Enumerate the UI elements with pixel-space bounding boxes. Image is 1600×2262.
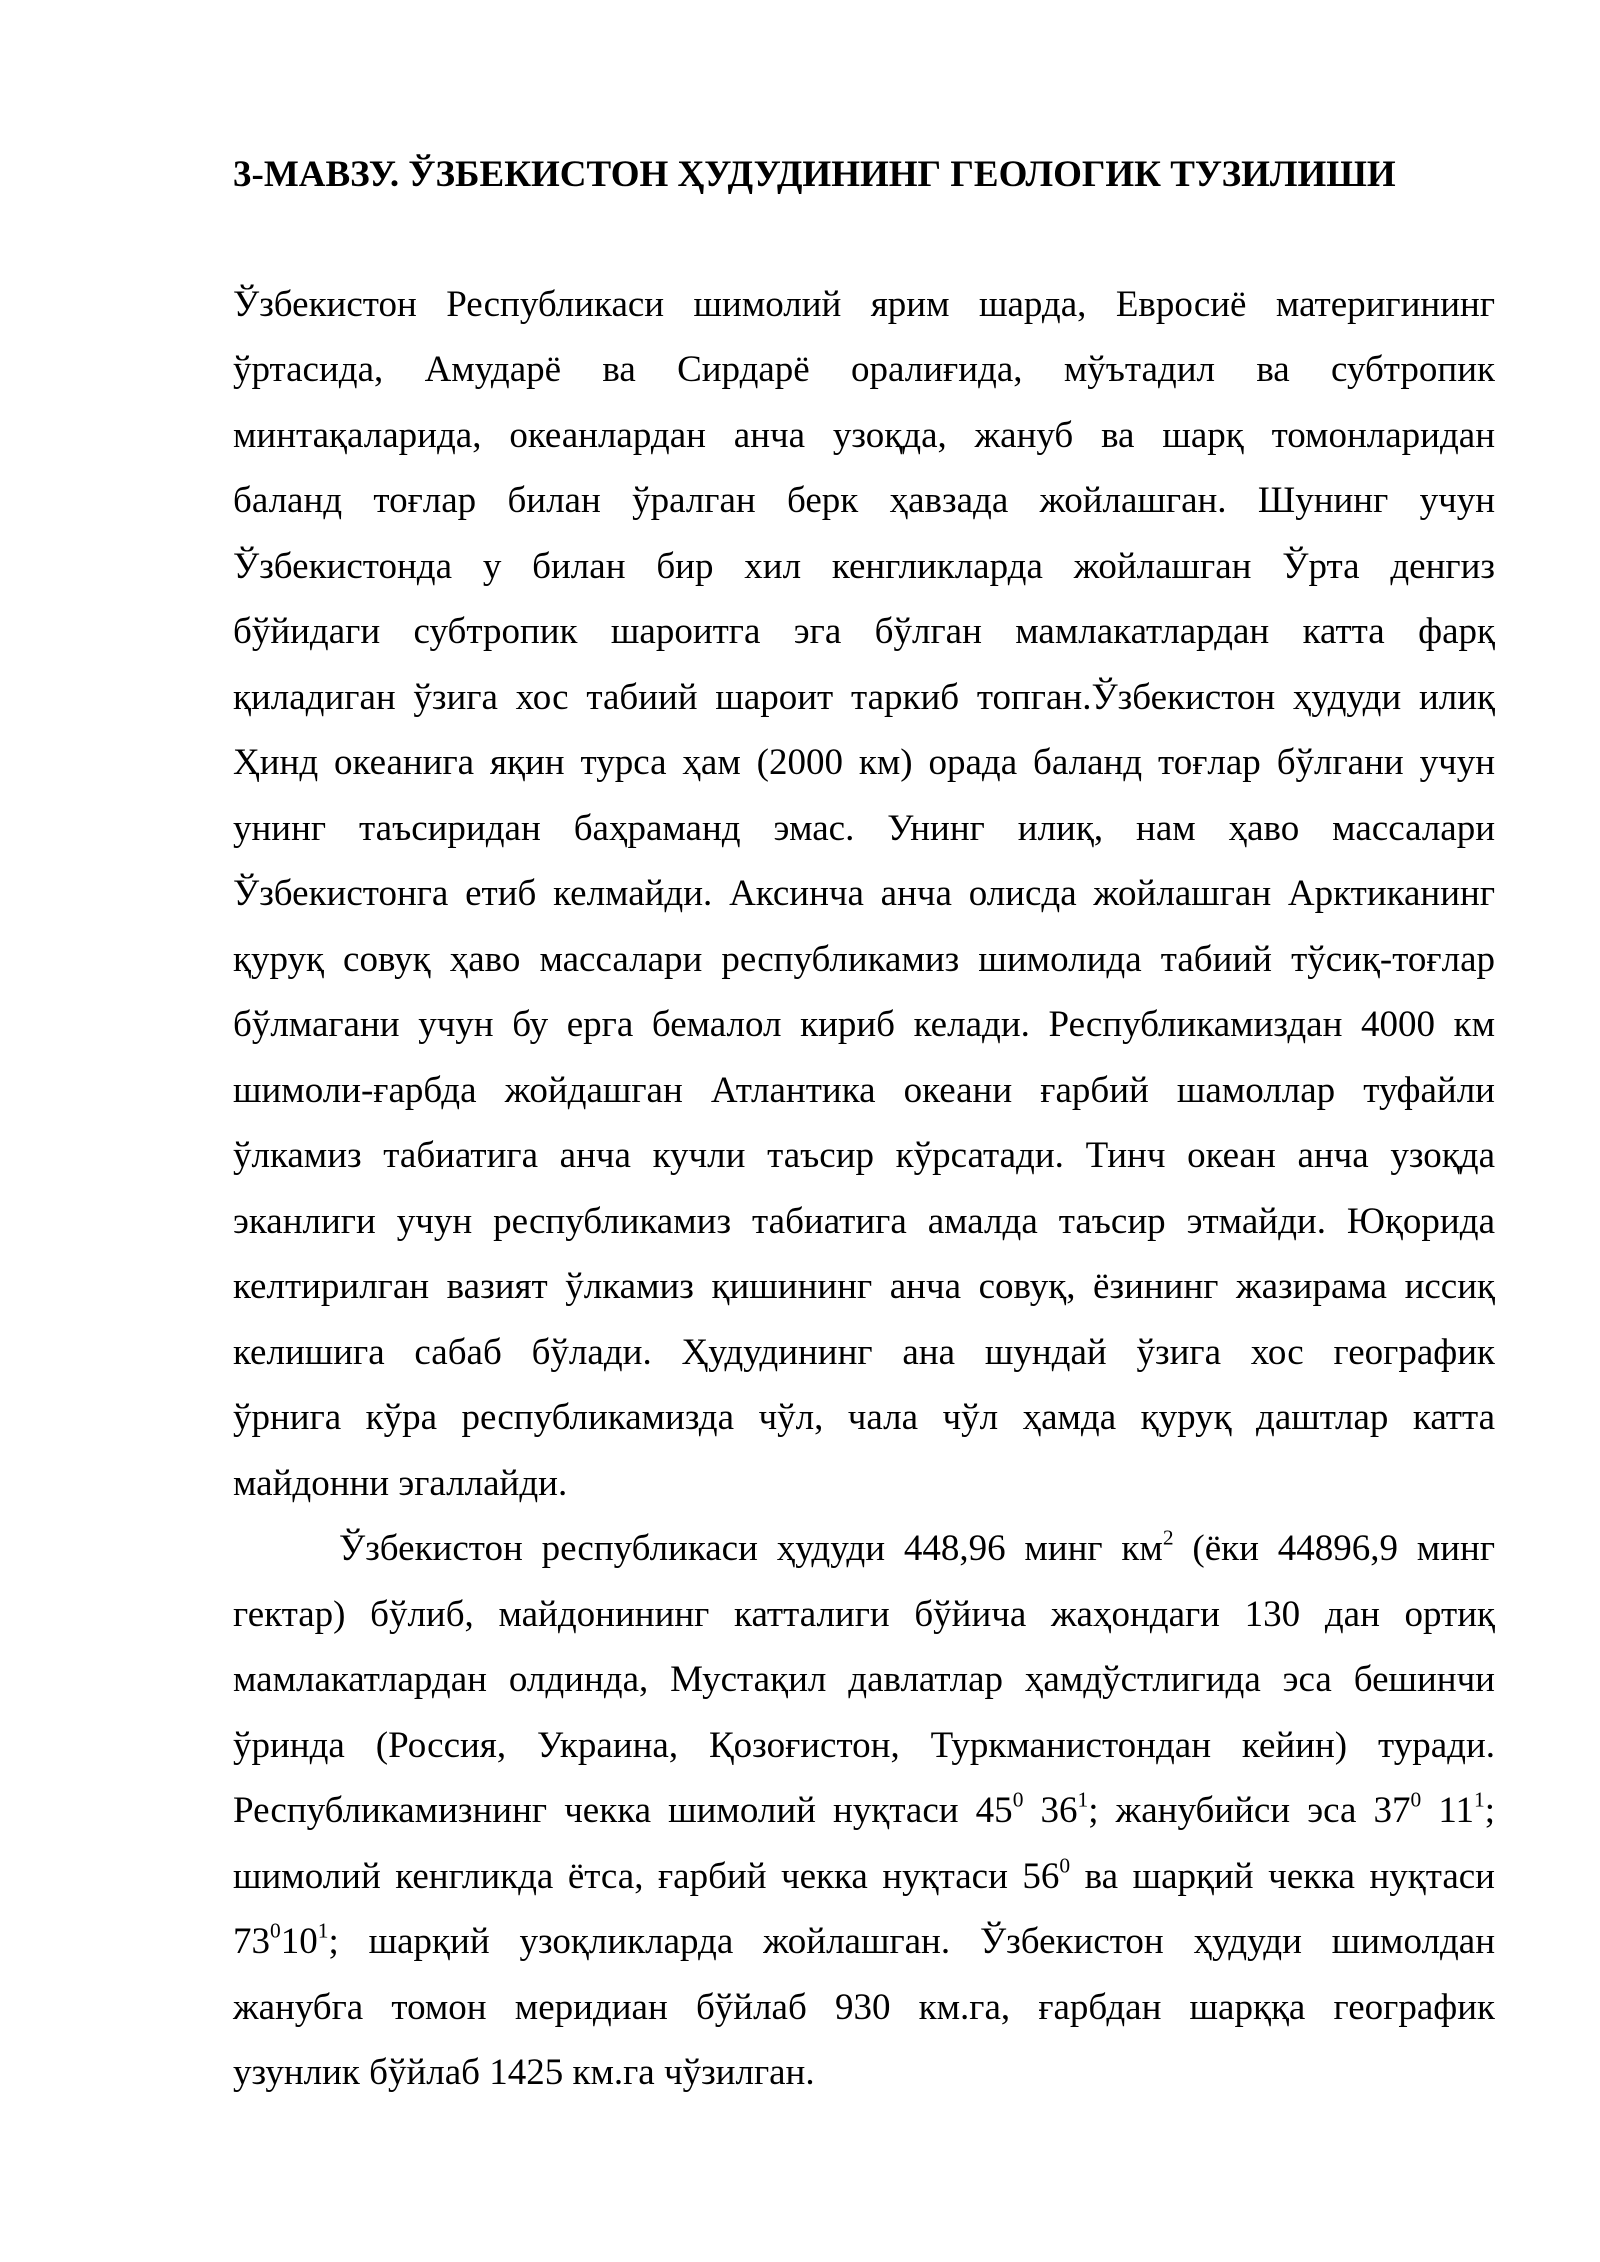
text-line: бўйидаги субтропик шароитга эга бўлган мамлакатлардан катта фарқ [233,611,1495,652]
text-line: Ўзбекистонда у билан бир хил кенгликларда жойлашган Ўрта денгиз [233,545,1495,587]
text-line: Ўзбекистон Республикаси шимолий ярим шарда, Евросиё материгининг [233,283,1495,325]
superscript: 1 [1473,1787,1485,1812]
text-line: Ўзбекистонга етиб келмайди. Аксинча анча олисда жойлашган Арктиканинг [233,873,1495,914]
superscript: 0 [1059,1853,1071,1878]
text-segment: ; шарқий узоқликларда жойлашган. Ўзбекистон ҳудуди шимолдан [328,1921,1495,1962]
text-line: ўрнига кўра республикамизда чўл, чала чўл ҳамда қуруқ даштлар катта [233,1397,1495,1438]
text-segment: ; [1484,1790,1495,1831]
text-line: ўринда (Россия, Украина, Қозоғистон, Туркманистондан кейин) туради. [233,1724,1495,1766]
text-line: бўлмагани учун бу ерга бемалол кириб келади. Республикамиздан 4000 км [233,1004,1495,1045]
text-line [233,1778,1495,1844]
text-line: қуруқ совуқ ҳаво массалари республикамиз шимолида табиий тўсиқ-тоғлар [233,938,1495,980]
text-line: Ҳинд океанига яқин турса ҳам (2000 км) орада баланд тоғлар бўлгани учун [233,742,1495,783]
text-segment: 36 [1023,1790,1078,1831]
superscript: 0 [1410,1787,1422,1812]
text-line: унинг таъсиридан баҳраманд эмас. Унинг илиқ, нам ҳаво массалари [233,807,1495,849]
superscript: 1 [317,1918,329,1943]
superscript: 0 [270,1918,281,1943]
superscript: 1 [1077,1787,1089,1812]
text-line [233,1516,1495,1582]
text-line: ўлкамиз табиатига анча кучли таъсир кўрсатади. Тинч океан анча узоқда [233,1135,1495,1176]
text-line: жанубга томон меридиан бўйлаб 930 км.га, ғарбдан шарққа географик [233,1986,1495,2028]
text-line: минтақаларида, океанлардан анча узоқда, жануб ва шарқ томонларидан [233,414,1495,456]
text-line: эканлиги учун республикамиз табиатига амалда таъсир этмайди. Юқорида [233,1200,1495,1242]
page-title: 3-МАВЗУ. ЎЗБЕКИСТОН ҲУДУДИНИНГ ГЕОЛОГИК ТУЗИЛИШИ [233,154,1396,195]
paragraph [233,1516,1495,2106]
superscript: 0 [1012,1787,1024,1812]
superscript: 2 [1162,1525,1174,1550]
text-segment: Ўзбекистон республикаси ҳудуди 448,96 минг км [339,1528,1163,1569]
text-segment: 10 [280,1921,318,1962]
text-segment: ; жанубийси эса 37 [1088,1790,1411,1831]
text-line: келтирилган вазият ўлкамиз қишининг анча совуқ, ёзининг жазирама иссиқ [233,1266,1495,1307]
text-line: келишига сабаб бўлади. Ҳудудининг ана шундай ўзига хос географик [233,1331,1495,1373]
text-line: гектар) бўлиб, майдонининг катталиги бўйича жаҳондаги 130 дан ортиқ [233,1593,1495,1635]
text-segment: шимолий кенгликда ётса, ғарбий чекка нуқтаси 56 [233,1855,1060,1897]
text-segment: Республикамизнинг чекка шимолий нуқтаси 45 [233,1790,1013,1831]
paragraph [233,272,1495,1517]
text-line: қиладиган ўзига хос табиий шароит таркиб топган.Ўзбекистон ҳудуди илиқ [233,676,1495,718]
text-segment: (ёки 44896,9 минг [1173,1528,1496,1569]
text-line: шимоли-ғарбда жойдашган Атлантика океани ғарбий шамоллар туфайли [233,1069,1495,1111]
text-line: мамлакатлардан олдинда, Мустақил давлатлар ҳамдўстлигида эса бешинчи [233,1659,1495,1700]
text-segment: ва шарқий чекка нуқтаси [1070,1855,1495,1897]
text-line: узунлик бўйлаб 1425 км.га чўзилган. [233,2052,815,2093]
text-line: ўртасида, Амударё ва Сирдарё оралиғида, мўътадил ва субтропик [233,349,1495,390]
text-segment: 11 [1421,1790,1474,1831]
text-line: баланд тоғлар билан ўралган берк ҳавзада жойлашган. Шунинг учун [233,480,1495,521]
text-line: майдонни эгаллайди. [233,1462,568,1504]
document-body [233,142,1495,2106]
text-line [233,1909,1495,1975]
text-line [233,1844,1495,1910]
text-segment: 73 [233,1921,270,1962]
